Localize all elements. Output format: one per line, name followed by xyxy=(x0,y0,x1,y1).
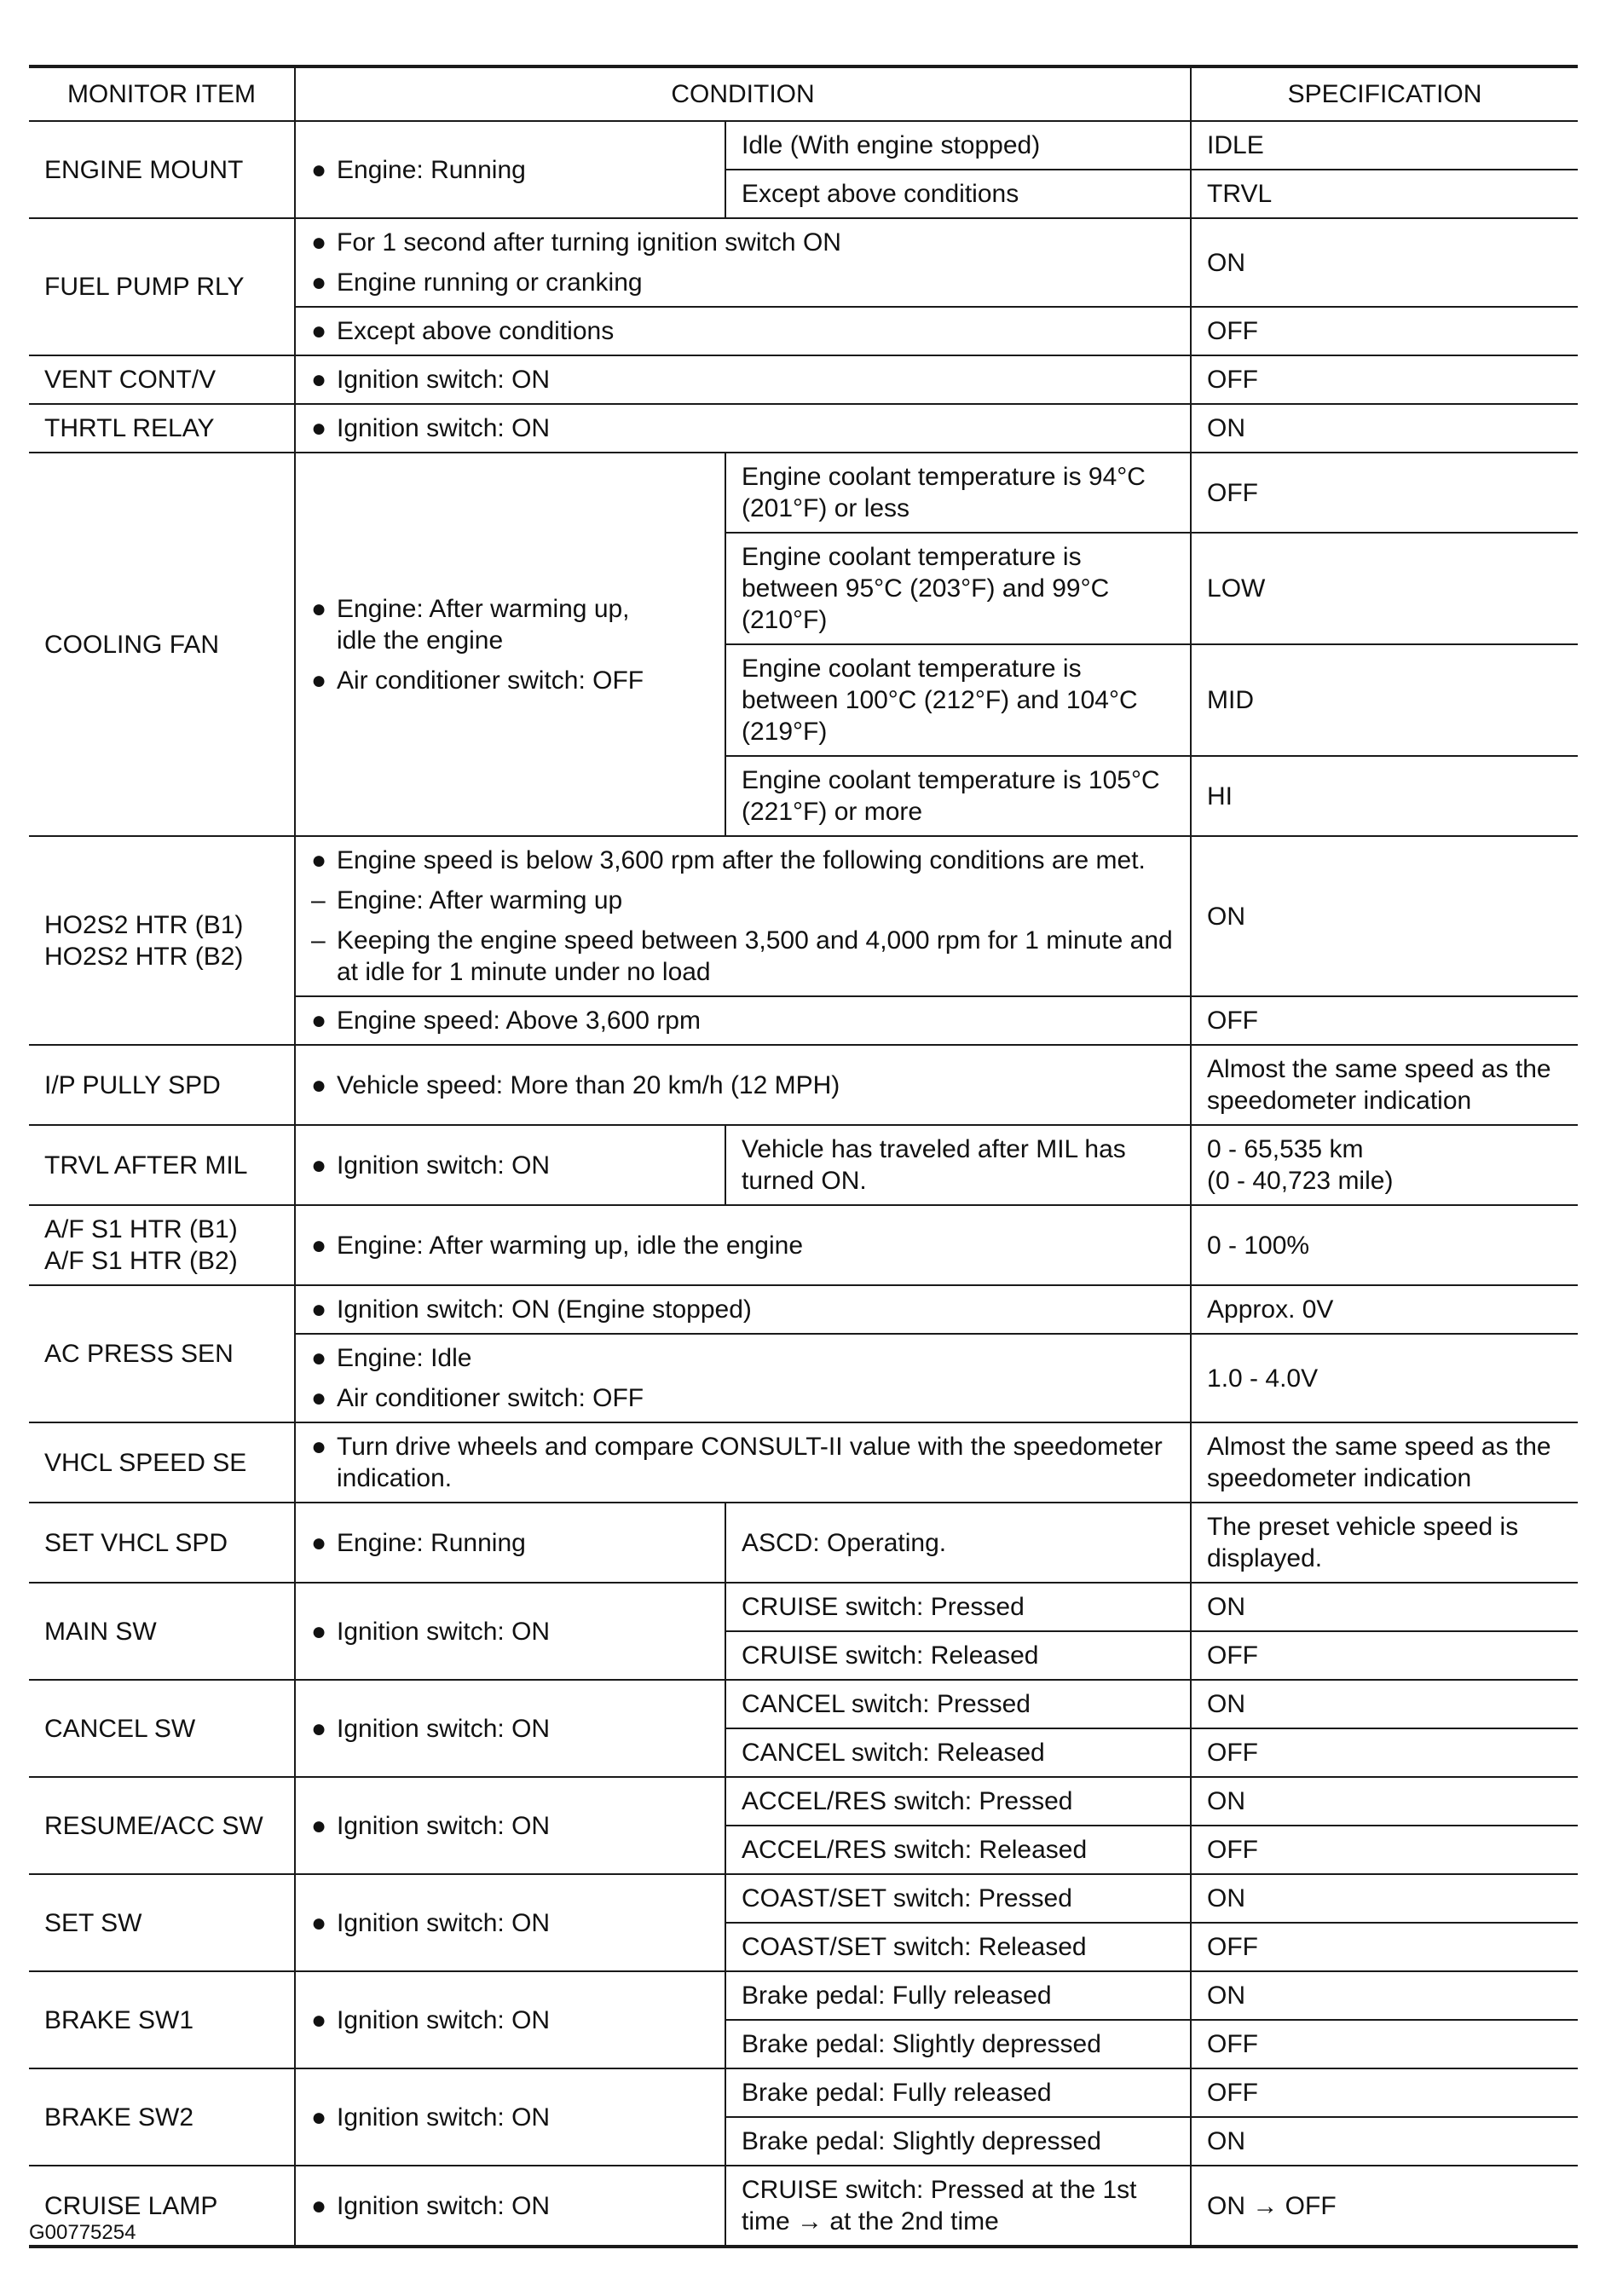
sub-condition-cell: Engine coolant temperature is between 95°C (203°F) and 99°C (210°F) xyxy=(725,533,1191,644)
bullet-icon: ● xyxy=(311,1344,327,1372)
condition-cell: ● Ignition switch: ON xyxy=(295,1583,725,1680)
condition-cell: ● Ignition switch: ON xyxy=(295,1680,725,1777)
monitor-item-cell: I/P PULLY SPD xyxy=(29,1045,295,1125)
bullet-icon: ● xyxy=(311,2005,327,2034)
condition-cell: ● Engine: Running xyxy=(295,121,725,218)
condition-cell: ● Ignition switch: ON xyxy=(295,1777,725,1874)
bullet-icon: ● xyxy=(311,317,327,345)
bullet-icon: ● xyxy=(311,1231,327,1260)
specification-cell: 1.0 - 4.0V xyxy=(1191,1334,1578,1422)
specification-cell: ON xyxy=(1191,2117,1578,2166)
table-row xyxy=(29,355,1578,404)
bullet-icon: ● xyxy=(311,1617,327,1646)
bullet-icon: ● xyxy=(311,846,327,874)
condition-cell: ● Vehicle speed: More than 20 km/h (12 MPH) xyxy=(295,1045,1191,1125)
monitor-item-cell: TRVL AFTER MIL xyxy=(29,1125,295,1205)
condition-cell: ● Engine: After warming up, idle the engine xyxy=(295,1205,1191,1285)
monitor-item-cell: CANCEL SW xyxy=(29,1680,295,1777)
condition-cell: ● Ignition switch: ON xyxy=(295,1971,725,2068)
specification-cell: OFF xyxy=(1191,1728,1578,1777)
condition-cell: ● For 1 second after turning ignition switch ON ● Engine running or cranking xyxy=(295,218,1191,307)
bullet-icon: ● xyxy=(311,268,327,297)
bullet-icon: ● xyxy=(311,666,327,695)
specification-cell: OFF xyxy=(1191,1923,1578,1971)
bullet-icon: ● xyxy=(311,2191,327,2220)
sub-condition-cell: Except above conditions xyxy=(725,170,1191,218)
table-row xyxy=(29,1777,1578,1826)
bullet-icon: ● xyxy=(311,366,327,394)
specification-cell: MID xyxy=(1191,644,1578,756)
bullet-icon: ● xyxy=(311,1151,327,1180)
sub-condition-cell: Engine coolant temperature is 105°C (221°F) or more xyxy=(725,756,1191,836)
bullet-icon: ● xyxy=(311,228,327,257)
bullet-icon: ● xyxy=(311,2103,327,2132)
sub-condition-cell: COAST/SET switch: Pressed xyxy=(725,1874,1191,1923)
specification-cell: ON xyxy=(1191,1874,1578,1923)
condition-cell: ● Engine: After warming up, idle the engine ● Air conditioner switch: OFF xyxy=(295,453,725,836)
table-row xyxy=(29,1874,1578,1923)
bullet-icon: ● xyxy=(311,1070,327,1099)
sub-condition-cell: Brake pedal: Fully released xyxy=(725,1971,1191,2020)
table-row xyxy=(29,1503,1578,1583)
table-header-row xyxy=(29,66,1578,121)
condition-cell: ● Ignition switch: ON xyxy=(295,2068,725,2166)
sub-condition-cell: ACCEL/RES switch: Pressed xyxy=(725,1777,1191,1826)
specification-cell: OFF xyxy=(1191,2020,1578,2068)
bullet-icon: ● xyxy=(311,155,327,184)
specification-cell: Almost the same speed as the speedometer indication xyxy=(1191,1045,1578,1125)
condition-cell: ● Except above conditions xyxy=(295,307,1191,355)
specification-cell: ON xyxy=(1191,1680,1578,1728)
monitor-item-cell: THRTL RELAY xyxy=(29,404,295,453)
monitor-item-cell: MAIN SW xyxy=(29,1583,295,1680)
specification-cell: ON xyxy=(1191,836,1578,996)
condition-cell: ● Turn drive wheels and compare CONSULT-II value with the speedometer indication. xyxy=(295,1422,1191,1503)
header-specification: SPECIFICATION xyxy=(1191,66,1578,121)
sub-condition-cell: CRUISE switch: Pressed at the 1st time → at the 2nd time xyxy=(725,2166,1191,2247)
specification-cell: OFF xyxy=(1191,2068,1578,2117)
sub-condition-cell: Engine coolant temperature is 94°C (201°F) or less xyxy=(725,453,1191,533)
specification-cell: ON xyxy=(1191,1777,1578,1826)
monitor-item-cell: SET VHCL SPD xyxy=(29,1503,295,1583)
specification-cell: HI xyxy=(1191,756,1578,836)
table-row xyxy=(29,121,1578,170)
condition-cell: ● Engine: Running xyxy=(295,1503,725,1583)
sub-condition-cell: COAST/SET switch: Released xyxy=(725,1923,1191,1971)
specification-cell: OFF xyxy=(1191,1826,1578,1874)
sub-condition-cell: ASCD: Operating. xyxy=(725,1503,1191,1583)
sub-condition-cell: Brake pedal: Slightly depressed xyxy=(725,2117,1191,2166)
table-row xyxy=(29,1205,1578,1285)
specification-cell: TRVL xyxy=(1191,170,1578,218)
specification-cell: Almost the same speed as the speedometer indication xyxy=(1191,1422,1578,1503)
specification-cell: 0 - 100% xyxy=(1191,1205,1578,1285)
monitor-item-cell: BRAKE SW2 xyxy=(29,2068,295,2166)
table-row xyxy=(29,2166,1578,2247)
monitor-item-cell: FUEL PUMP RLY xyxy=(29,218,295,355)
sub-condition-cell: Idle (With engine stopped) xyxy=(725,121,1191,170)
monitor-spec-table xyxy=(29,65,1578,2248)
table-row xyxy=(29,453,1578,533)
table-row xyxy=(29,836,1578,996)
condition-cell: ● Ignition switch: ON xyxy=(295,355,1191,404)
condition-cell: ● Ignition switch: ON (Engine stopped) xyxy=(295,1285,1191,1334)
sub-condition-cell: CRUISE switch: Pressed xyxy=(725,1583,1191,1631)
condition-cell: ● Engine speed: Above 3,600 rpm xyxy=(295,996,1191,1045)
sub-condition-cell: CANCEL switch: Released xyxy=(725,1728,1191,1777)
sub-condition-cell: CRUISE switch: Released xyxy=(725,1631,1191,1680)
condition-cell: ● Engine speed is below 3,600 rpm after the following conditions are met. – Engine: After warming up – Keeping the engine speed between 3,500 and 4,000 rpm for 1 minute and at idle for 1 minute under no load xyxy=(295,836,1191,996)
table-row xyxy=(29,218,1578,307)
table-row xyxy=(29,1285,1578,1334)
table-row xyxy=(29,404,1578,453)
specification-cell: Approx. 0V xyxy=(1191,1285,1578,1334)
bullet-icon: ● xyxy=(311,1908,327,1937)
header-condition: CONDITION xyxy=(295,66,1191,121)
dash-icon: – xyxy=(311,926,326,955)
condition-cell: ● Engine: Idle ● Air conditioner switch: OFF xyxy=(295,1334,1191,1422)
dash-icon: – xyxy=(311,886,326,914)
sub-condition-cell: Engine coolant temperature is between 100°C (212°F) and 104°C (219°F) xyxy=(725,644,1191,756)
bullet-icon: ● xyxy=(311,1528,327,1557)
condition-cell: ● Ignition switch: ON xyxy=(295,2166,725,2247)
specification-cell: LOW xyxy=(1191,533,1578,644)
table-row xyxy=(29,1971,1578,2020)
monitor-item-cell: RESUME/ACC SW xyxy=(29,1777,295,1874)
bullet-icon: ● xyxy=(311,1384,327,1412)
specification-cell: OFF xyxy=(1191,1631,1578,1680)
specification-cell: OFF xyxy=(1191,307,1578,355)
sub-condition-cell: ACCEL/RES switch: Released xyxy=(725,1826,1191,1874)
monitor-item-cell: ENGINE MOUNT xyxy=(29,121,295,218)
monitor-item-cell: COOLING FAN xyxy=(29,453,295,836)
specification-cell: ON → OFF xyxy=(1191,2166,1578,2247)
sub-condition-cell: CANCEL switch: Pressed xyxy=(725,1680,1191,1728)
specification-cell: ON xyxy=(1191,218,1578,307)
specification-cell: IDLE xyxy=(1191,121,1578,170)
bullet-icon: ● xyxy=(311,1714,327,1743)
bullet-icon: ● xyxy=(311,1007,327,1035)
header-monitor-item: MONITOR ITEM xyxy=(29,66,295,121)
specification-cell: ON xyxy=(1191,404,1578,453)
monitor-item-cell: AC PRESS SEN xyxy=(29,1285,295,1422)
table-row xyxy=(29,1583,1578,1631)
specification-cell: The preset vehicle speed is displayed. xyxy=(1191,1503,1578,1583)
bullet-icon: ● xyxy=(311,594,327,623)
specification-cell: ON xyxy=(1191,1971,1578,2020)
monitor-item-cell: VHCL SPEED SE xyxy=(29,1422,295,1503)
bullet-icon: ● xyxy=(311,414,327,442)
table-row xyxy=(29,1680,1578,1728)
specification-cell: OFF xyxy=(1191,453,1578,533)
monitor-item-cell: A/F S1 HTR (B1) A/F S1 HTR (B2) xyxy=(29,1205,295,1285)
condition-cell: ● Ignition switch: ON xyxy=(295,1874,725,1971)
bullet-icon: ● xyxy=(311,1295,327,1324)
bullet-icon: ● xyxy=(311,1433,327,1461)
specification-cell: ON xyxy=(1191,1583,1578,1631)
monitor-item-cell: BRAKE SW1 xyxy=(29,1971,295,2068)
condition-cell: ● Ignition switch: ON xyxy=(295,1125,725,1205)
sub-condition-cell: Vehicle has traveled after MIL has turned ON. xyxy=(725,1125,1191,1205)
condition-cell: ● Ignition switch: ON xyxy=(295,404,1191,453)
specification-cell: OFF xyxy=(1191,355,1578,404)
monitor-item-cell: VENT CONT/V xyxy=(29,355,295,404)
document-id: G00775254 xyxy=(29,2221,136,2244)
monitor-item-cell: SET SW xyxy=(29,1874,295,1971)
specification-cell: OFF xyxy=(1191,996,1578,1045)
table-row xyxy=(29,1045,1578,1125)
monitor-item-cell: CRUISE LAMP xyxy=(29,2166,295,2247)
table-row xyxy=(29,1125,1578,1205)
table-row xyxy=(29,1422,1578,1503)
specification-cell: 0 - 65,535 km (0 - 40,723 mile) xyxy=(1191,1125,1578,1205)
sub-condition-cell: Brake pedal: Slightly depressed xyxy=(725,2020,1191,2068)
table-row xyxy=(29,2068,1578,2117)
sub-condition-cell: Brake pedal: Fully released xyxy=(725,2068,1191,2117)
bullet-icon: ● xyxy=(311,1811,327,1840)
monitor-item-cell: HO2S2 HTR (B1) HO2S2 HTR (B2) xyxy=(29,836,295,1045)
